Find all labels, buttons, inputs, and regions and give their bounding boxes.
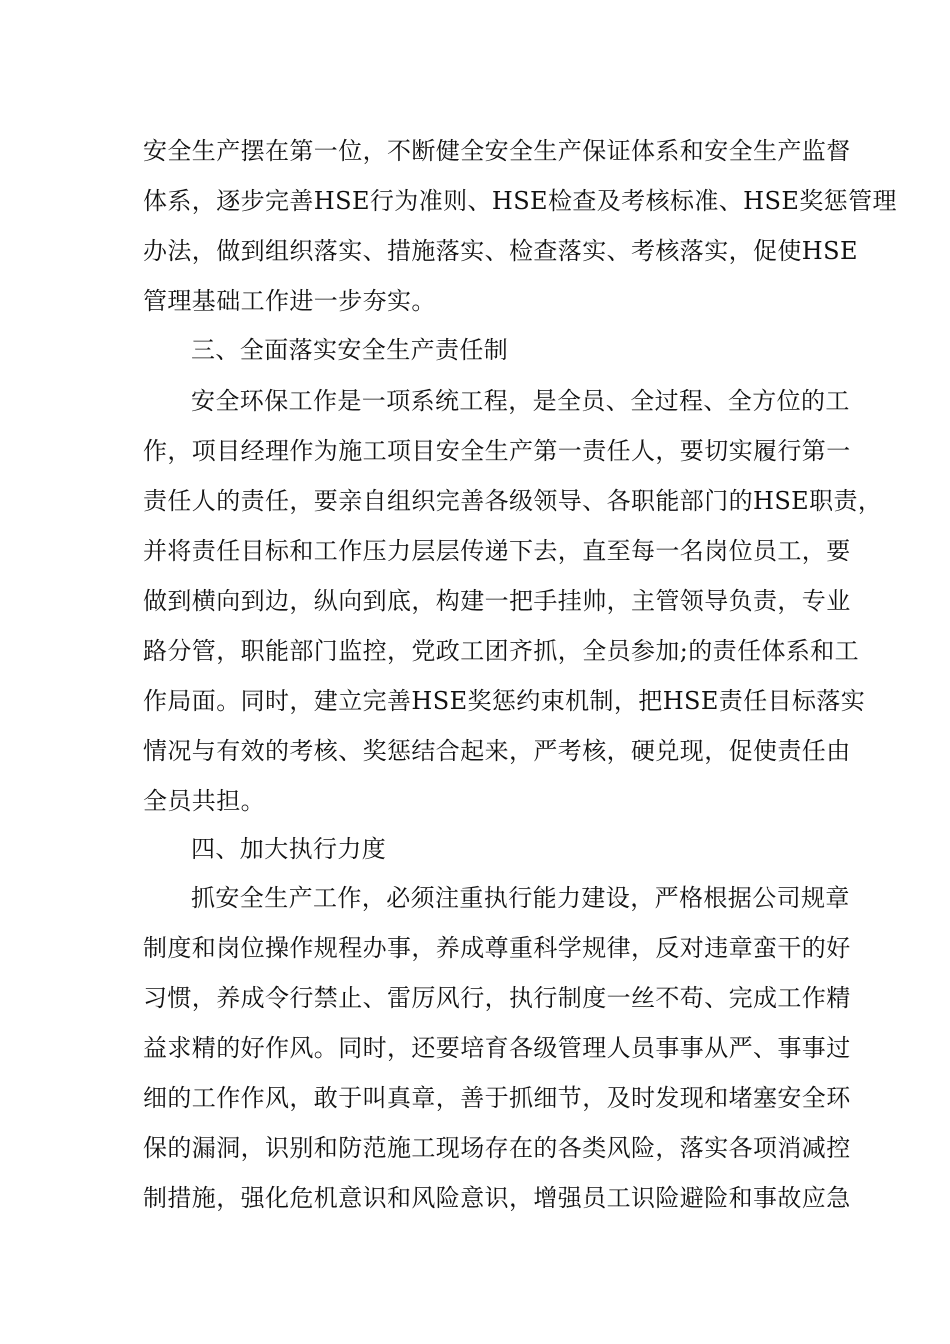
paragraph-2-line-5: 做到横向到边，纵向到底，构建一把手挂帅，主管领导负责，专业: [143, 587, 851, 615]
paragraph-2-line-6: 路分管，职能部门监控，党政工团齐抓，全员参加;的责任体系和工: [143, 637, 860, 665]
paragraph-2-line-7: 作局面。同时，建立完善HSE奖惩约束机制，把HSE责任目标落实: [143, 687, 866, 715]
section-heading-3: 三、全面落实安全生产责任制: [191, 336, 509, 364]
paragraph-3-line-4: 益求精的好作风。同时，还要培育各级管理人员事事从严、事事过: [143, 1034, 851, 1062]
paragraph-3-line-3: 习惯，养成令行禁止、雷厉风行，执行制度一丝不苟、完成工作精: [143, 984, 851, 1012]
paragraph-2-line-1: 安全环保工作是一项系统工程，是全员、全过程、全方位的工: [191, 387, 850, 415]
paragraph-1-line-4: 管理基础工作进一步夯实。: [143, 287, 436, 315]
section-heading-4: 四、加大执行力度: [191, 835, 387, 863]
paragraph-1-line-2: 体系，逐步完善HSE行为准则、HSE检查及考核标准、HSE奖惩管理: [143, 187, 897, 215]
paragraph-2-line-4: 并将责任目标和工作压力层层传递下去，直至每一名岗位员工，要: [143, 537, 851, 565]
paragraph-2-line-8: 情况与有效的考核、奖惩结合起来，严考核，硬兑现，促使责任由: [143, 737, 851, 765]
paragraph-2-line-9: 全员共担。: [143, 787, 265, 815]
paragraph-1-line-1: 安全生产摆在第一位，不断健全安全生产保证体系和安全生产监督: [143, 137, 851, 165]
paragraph-3-line-6: 保的漏洞，识别和防范施工现场存在的各类风险，落实各项消减控: [143, 1134, 851, 1162]
paragraph-2-line-2: 作，项目经理作为施工项目安全生产第一责任人，要切实履行第一: [143, 437, 851, 465]
paragraph-2-line-3: 责任人的责任，要亲自组织完善各级领导、各职能部门的HSE职责，: [143, 487, 883, 515]
paragraph-3-line-2: 制度和岗位操作规程办事，养成尊重科学规律，反对违章蛮干的好: [143, 934, 851, 962]
paragraph-3-line-5: 细的工作作风，敢于叫真章，善于抓细节，及时发现和堵塞安全环: [143, 1084, 851, 1112]
paragraph-3-line-7: 制措施，强化危机意识和风险意识，增强员工识险避险和事故应急: [143, 1184, 851, 1212]
paragraph-1-line-3: 办法，做到组织落实、措施落实、检查落实、考核落实，促使HSE: [143, 237, 858, 265]
paragraph-3-line-1: 抓安全生产工作，必须注重执行能力建设，严格根据公司规章: [191, 884, 850, 912]
